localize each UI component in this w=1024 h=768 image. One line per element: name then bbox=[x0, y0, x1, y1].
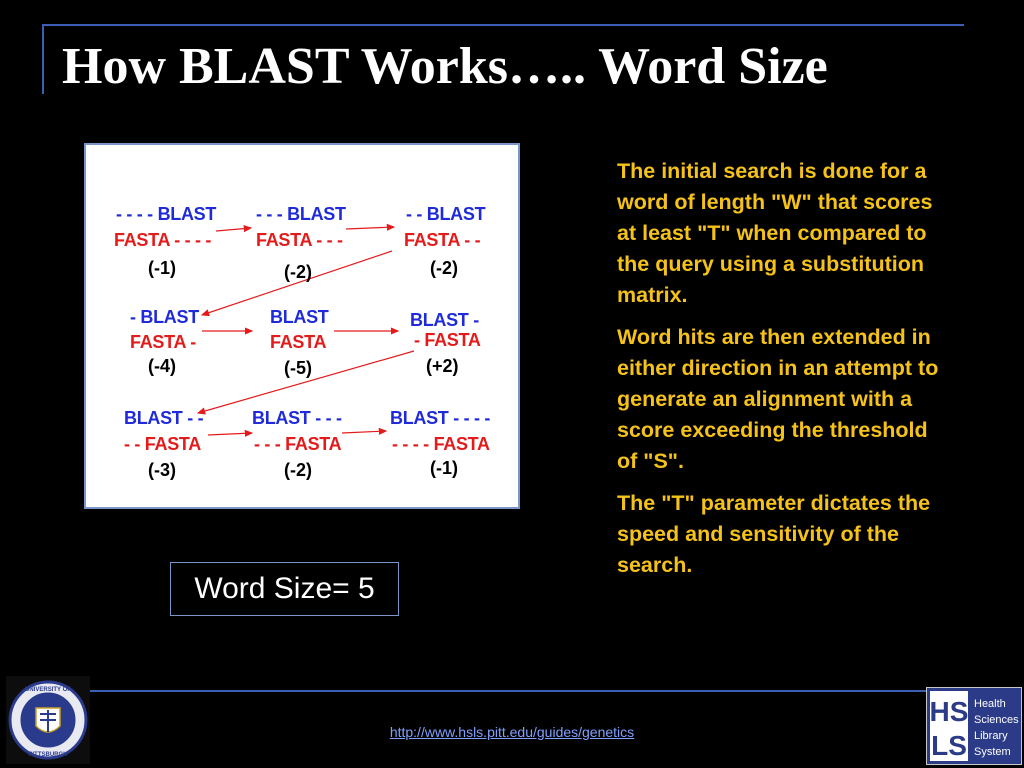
row1-col1-blast: - - - - BLAST bbox=[116, 204, 217, 224]
seal-text: UNIVERSITY OF bbox=[25, 687, 71, 693]
description-text bbox=[617, 156, 947, 592]
row2-col1-fasta: FASTA - bbox=[130, 332, 196, 352]
row3-col3-fasta: - - - - FASTA bbox=[392, 434, 490, 454]
svg-text:Sciences: Sciences bbox=[974, 714, 1019, 726]
row1-col3-score: (-2) bbox=[430, 258, 458, 278]
row2-col2-fasta: FASTA bbox=[270, 332, 327, 352]
row2-col3-blast: BLAST - bbox=[410, 310, 479, 330]
svg-text:Health: Health bbox=[974, 698, 1006, 710]
description-paragraph-2: Word hits are then extended in either direction in an attempt to generate an alignment with a score exceeding the threshold of "S". bbox=[617, 325, 939, 473]
row1-col2-blast: - - - BLAST bbox=[256, 204, 346, 224]
arrow-r3-a bbox=[208, 433, 252, 435]
row2-col2-score: (-5) bbox=[284, 358, 312, 378]
row2-col3-fasta: - FASTA bbox=[414, 330, 481, 350]
arrow-r3-b bbox=[342, 431, 386, 433]
row1-col1-score: (-1) bbox=[148, 258, 176, 278]
footer-link[interactable]: http://www.hsls.pitt.edu/guides/genetics bbox=[389, 724, 635, 740]
row3-col1-score: (-3) bbox=[148, 460, 176, 480]
arrow-r1-b bbox=[346, 227, 394, 229]
row3-col2-fasta: - - - FASTA bbox=[254, 434, 342, 454]
description-paragraph-3: The "T" parameter dictates the speed and sensitivity of the search. bbox=[617, 491, 931, 577]
university-seal-logo bbox=[6, 676, 90, 764]
row2-col1-score: (-4) bbox=[148, 356, 176, 376]
arrow-r1-a bbox=[216, 228, 251, 231]
row3-col3-blast: BLAST - - - - bbox=[390, 408, 491, 428]
description-paragraph-1: The initial search is done for a word of length "W" that scores at least "T" when compared to the query using a substitution matrix. bbox=[617, 159, 933, 307]
row3-col1-fasta: - - FASTA bbox=[124, 434, 201, 454]
svg-text:System: System bbox=[974, 746, 1011, 758]
word-size-label: Word Size= 5 bbox=[170, 562, 399, 616]
bottom-rule bbox=[90, 690, 930, 692]
row1-col3-blast: - - BLAST bbox=[406, 204, 486, 224]
top-rule bbox=[42, 24, 964, 26]
row3-col1-blast: BLAST - - bbox=[124, 408, 204, 428]
row1-col2-fasta: FASTA - - - bbox=[256, 230, 343, 250]
arrow-wrap-1 bbox=[202, 251, 392, 315]
row1-col1-fasta: FASTA - - - - bbox=[114, 230, 212, 250]
row3-col2-blast: BLAST - - - bbox=[252, 408, 342, 428]
row3-col2-score: (-2) bbox=[284, 460, 312, 480]
row1-col2-score: (-2) bbox=[284, 262, 312, 282]
row2-col3-score: (+2) bbox=[426, 356, 459, 376]
hsls-logo bbox=[926, 687, 1022, 765]
left-rule bbox=[42, 24, 44, 94]
row2-col2-blast: BLAST bbox=[270, 307, 329, 327]
row1-col3-fasta: FASTA - - bbox=[404, 230, 481, 250]
svg-text:PITTSBURGH: PITTSBURGH bbox=[28, 752, 68, 758]
slide-title: How BLAST Works….. Word Size bbox=[62, 38, 828, 95]
row2-col1-blast: - BLAST bbox=[130, 307, 199, 327]
svg-text:Library: Library bbox=[974, 730, 1008, 742]
svg-text:HS: HS bbox=[929, 696, 969, 727]
svg-text:LS: LS bbox=[931, 730, 967, 761]
row3-col3-score: (-1) bbox=[430, 458, 458, 478]
alignment-figure bbox=[84, 143, 520, 509]
